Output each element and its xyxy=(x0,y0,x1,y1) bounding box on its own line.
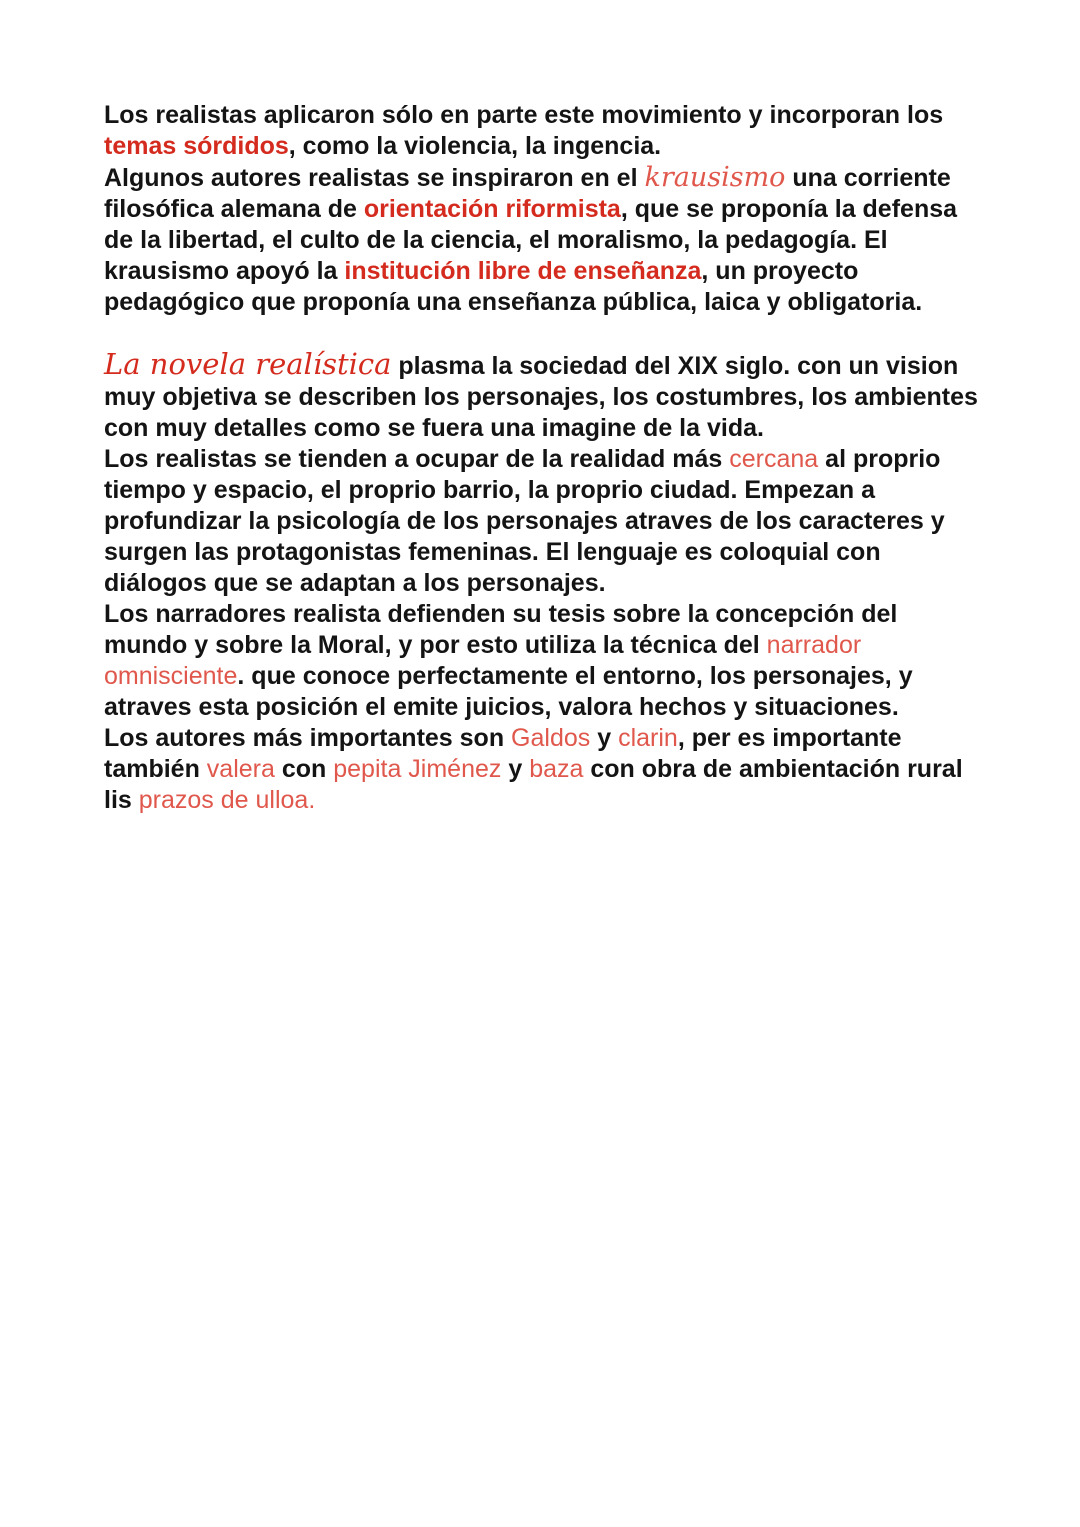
text: una corriente filosófica alemana de xyxy=(104,164,951,223)
text: Los realistas aplicaron sólo en parte este movimiento y incorporan los xyxy=(104,101,944,129)
text: Los autores más importantes son xyxy=(104,724,512,752)
highlight-prazos-de-ulloa: prazos de ulloa xyxy=(138,786,309,814)
text: Algunos autores realistas se inspiraron en el xyxy=(104,164,645,192)
text: con xyxy=(274,755,334,783)
paragraph-autores xyxy=(104,723,984,816)
paragraph-krausismo xyxy=(104,162,984,318)
text: , per es importante también xyxy=(104,724,902,783)
highlight-valera: valera xyxy=(206,755,275,783)
text: , como la violencia, la ingencia. xyxy=(288,132,662,160)
text: plasma la sociedad del XIX siglo. con un vision muy objetiva se describen los personajes, los costumbres, los ambientes con muy detalles como se fuera una imagine de la vida. xyxy=(104,352,978,442)
highlight-clarin: clarin xyxy=(618,724,678,752)
highlight-baza: baza xyxy=(529,755,584,783)
text: , un proyecto pedagógico que proponía una enseñanza pública, laica y obligatoria. xyxy=(104,257,923,316)
text: al proprio tiempo y espacio, el proprio barrio, la proprio ciudad. Empezan a profundizar la psicología de los personajes atraves de los caracteres y surgen las protagonistas femeninas. El lenguaje es coloquial con diálogos que se adaptan a los personajes. xyxy=(104,445,945,597)
paragraph-novela-realistica xyxy=(104,349,984,444)
highlight-orientacion-riformista: orientación riformista xyxy=(363,195,621,223)
text: , que se proponía la defensa de la libertad, el culto de la ciencia, el moralismo, la pedagogía. El krausismo apoyó la xyxy=(104,195,958,285)
paragraph-narradores xyxy=(104,599,984,723)
highlight-pepita-jimenez: pepita Jiménez xyxy=(333,755,502,783)
text: y xyxy=(590,724,619,752)
text: Los narradores realista defienden su tesis sobre la concepción del mundo y sobre la Moral, y por esto utiliza la técnica del xyxy=(104,600,898,659)
paragraph-gap xyxy=(104,318,984,349)
highlight-narrador-omnisciente: narrador omnisciente xyxy=(104,631,862,690)
paragraph-realistas xyxy=(104,444,984,599)
text: y xyxy=(501,755,530,783)
text: con obra de ambientación rural lis xyxy=(104,755,963,814)
highlight-krausismo: krausismo xyxy=(644,162,786,193)
highlight-institucion-libre: institución libre de enseñanza xyxy=(344,257,702,285)
text: Los realistas se tienden a ocupar de la realidad más xyxy=(104,445,730,473)
highlight-temas-sordidos: temas sórdidos xyxy=(104,132,289,160)
heading-la-novela-realistica: La novela realística xyxy=(104,347,392,381)
highlight-galdos: Galdos xyxy=(511,724,591,752)
text: . que conoce perfectamente el entorno, los personajes, y atraves esta posición el emite juicios, valora hechos y situaciones. xyxy=(104,662,913,721)
text: . xyxy=(308,786,316,814)
paragraph-sordidos xyxy=(104,100,984,162)
highlight-cercana: cercana xyxy=(729,445,819,473)
notes-page xyxy=(104,100,984,816)
